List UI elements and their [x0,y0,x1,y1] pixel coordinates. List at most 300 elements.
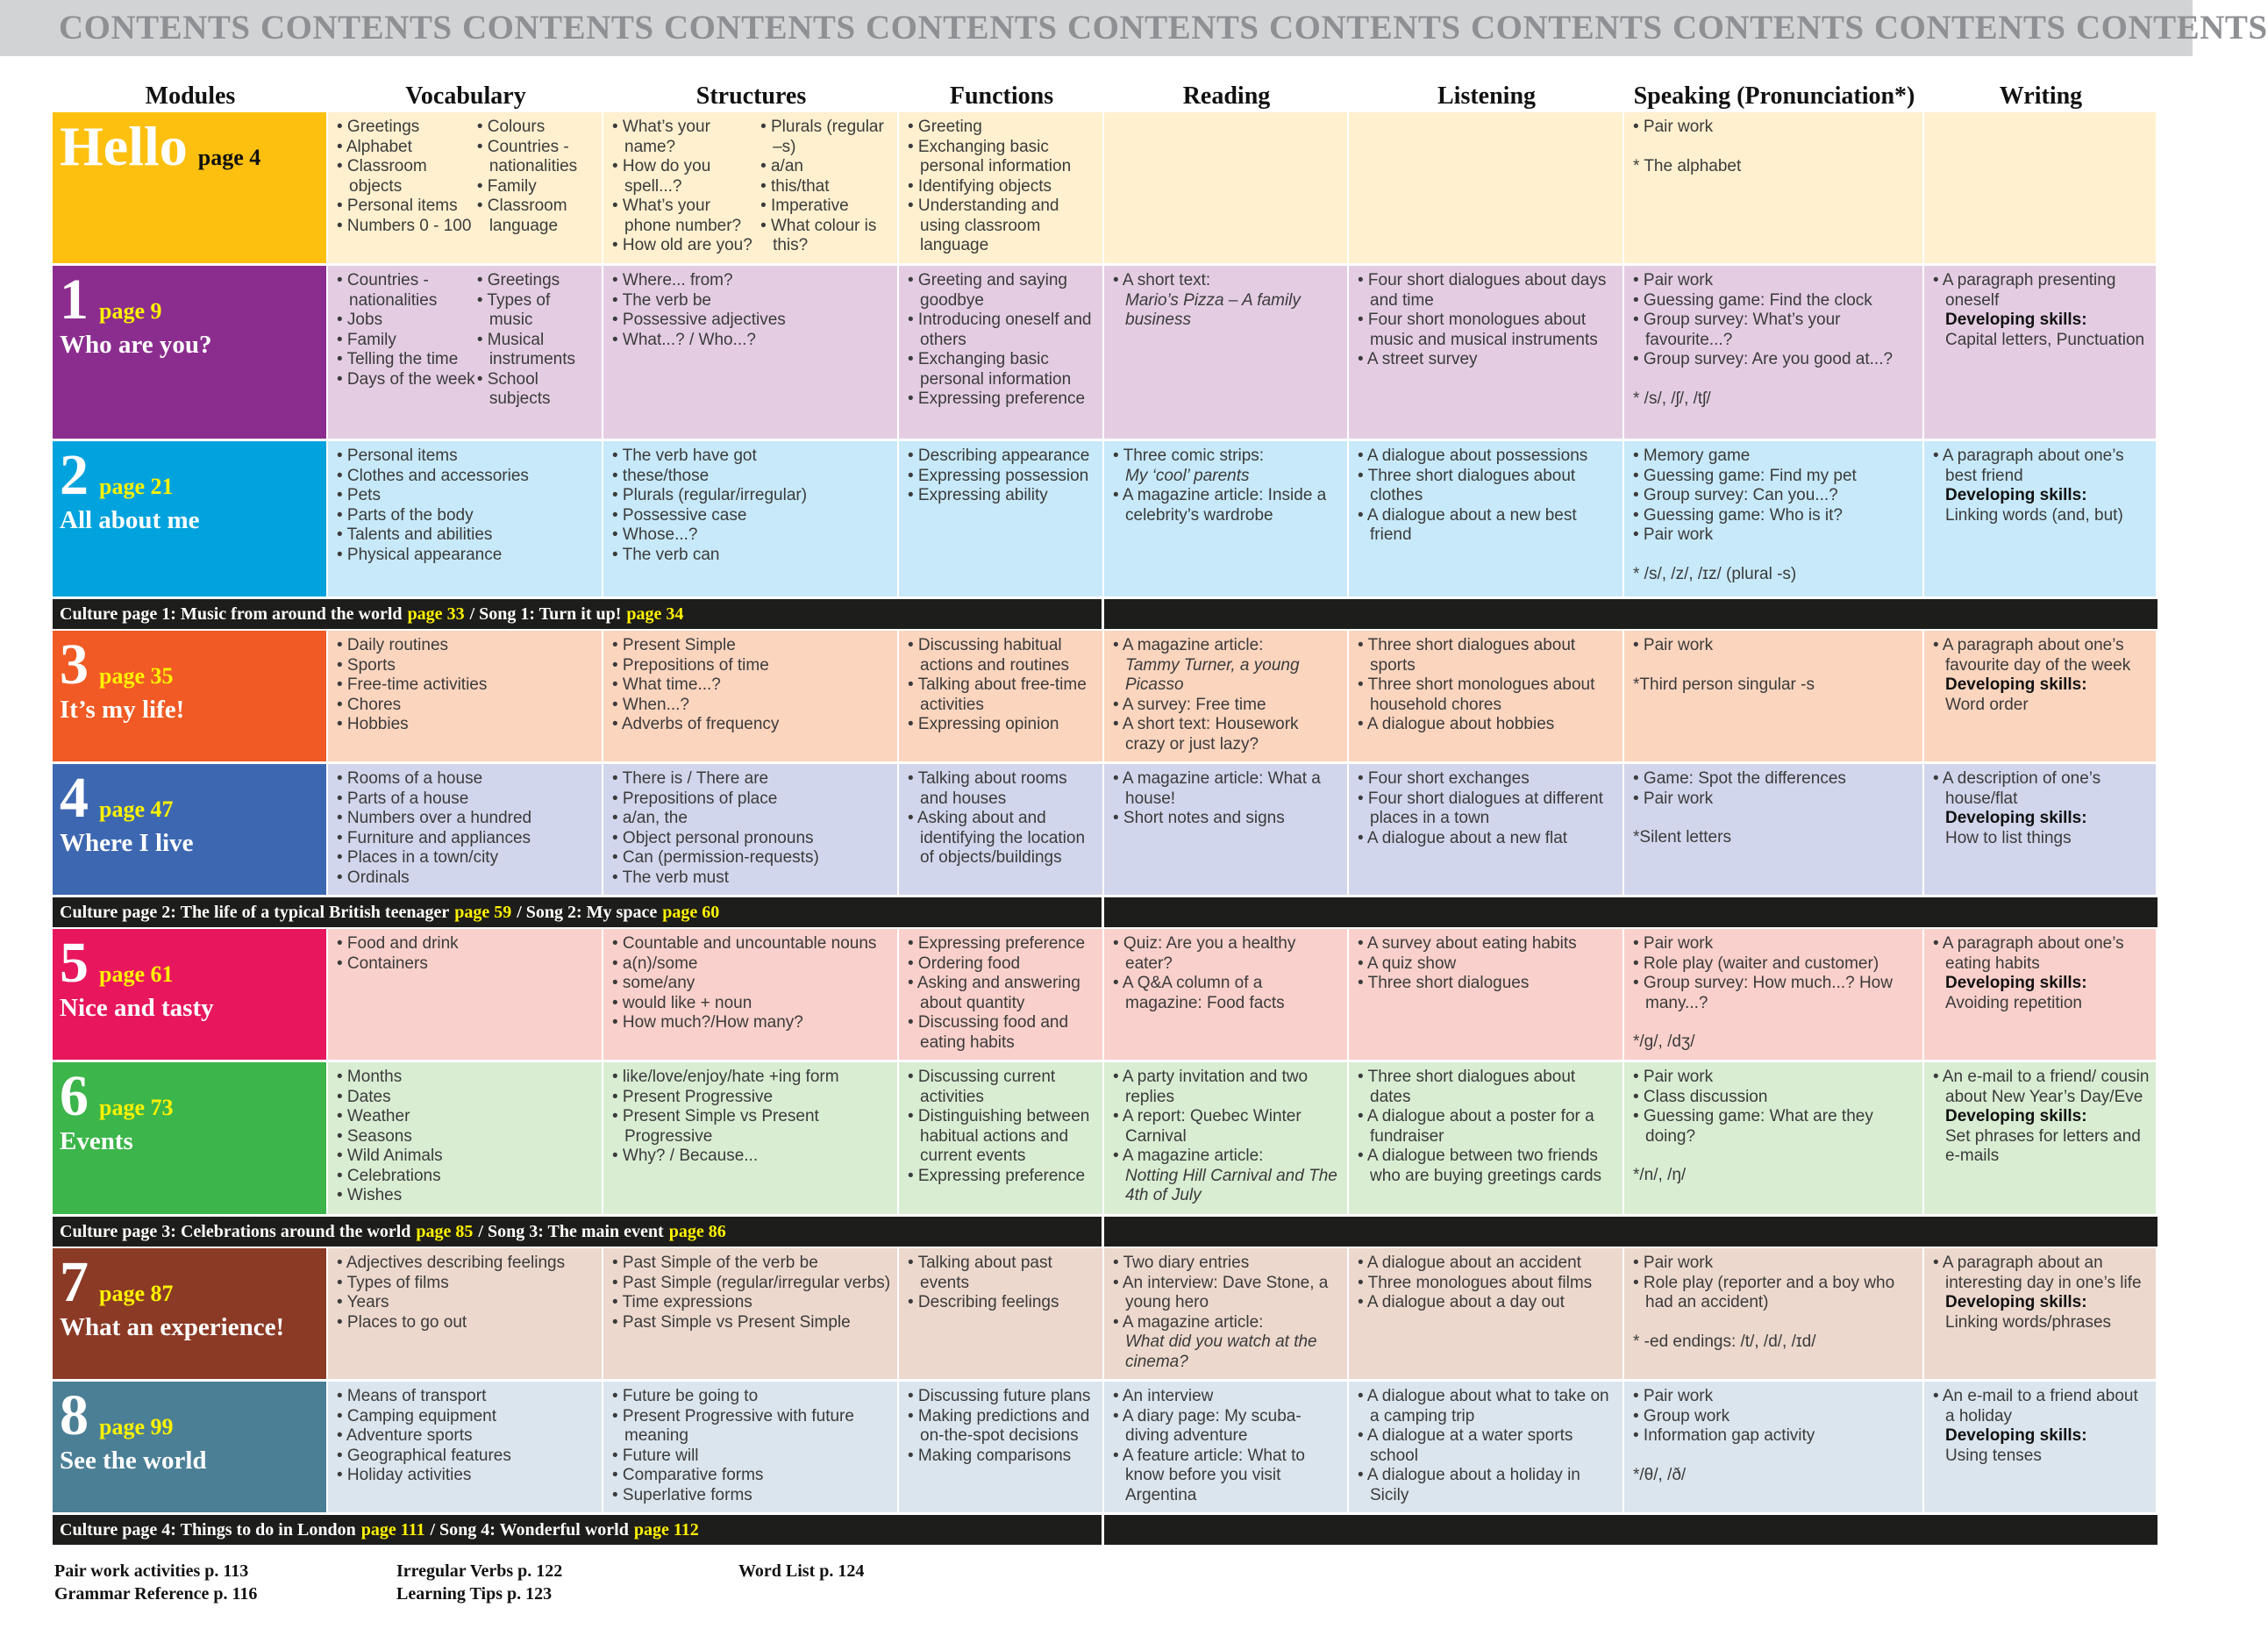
listening-item: • A dialogue about a new best friend [1358,505,1577,544]
structures-item: • Present Simple [612,636,736,654]
pronunciation-item: */θ/, /ð/ [1633,1465,1687,1484]
structures-item: • Present Progressive with future meaning [612,1406,854,1445]
listening-item: • A quiz show [1358,954,1457,973]
culture-band-right [1104,897,2157,929]
speaking-item: • Pair work [1633,118,1714,136]
developing-skills-label: Developing skills: [1945,311,2087,329]
culture-page-title: Culture page 3: Celebrations around the world [60,1221,411,1241]
culture-page-number: page 59 [454,902,512,922]
banner-word: CONTENTS [462,9,654,46]
speaking-item: • Group survey: What’s your favourite...? [1633,311,1841,349]
structures-item: • would like + noun [612,993,752,1012]
structures-item: • Past Simple (regular/irregular verbs) [612,1273,891,1292]
functions-cell [899,266,1104,441]
structures-item: • these/those [612,466,710,485]
pronunciation-item: * /s/, /z/, /ɪz/ (plural -s) [1633,564,1797,583]
song-page-number: page 60 [662,902,720,922]
functions-item: • Describing feelings [908,1293,1059,1311]
listening-cell [1349,1062,1624,1217]
listening-item: • A dialogue about an accident [1358,1254,1581,1272]
reading-item: • A party invitation and two replies [1113,1068,1309,1106]
column-header: Structures [695,82,807,111]
module-1 [53,266,328,441]
functions-item: • Describing appearance [908,447,1090,465]
developing-skills-text: Linking words/phrases [1945,1312,2112,1332]
speaking-item: • Game: Spot the differences [1633,769,1846,788]
vocabulary-item: • Sports [337,655,396,675]
banner-word: CONTENTS [664,9,856,46]
culture-page-number: page 111 [360,1519,425,1540]
speaking-cell [1624,631,1924,764]
structures-item: • Whose...? [612,525,698,544]
structures-item: • Imperative [760,196,849,215]
structures-cell [603,1248,899,1382]
structures-item: • The verb have got [612,447,757,465]
vocabulary-column [337,769,596,888]
vocabulary-item: • Food and drink [337,934,459,953]
vocabulary-item: • Countries - nationalities [476,137,578,175]
module-page: page 35 [99,663,174,689]
reading-cell [1104,764,1349,897]
module-5 [53,929,328,1062]
structures-column [760,118,892,256]
functions-item: • Understanding and using classroom language [908,196,1059,254]
vocabulary-item: • Daily routines [337,636,449,654]
listening-cell [1349,1382,1624,1515]
speaking-cell [1624,1382,1924,1515]
culture-page-number: page 85 [416,1221,474,1241]
vocabulary-item: • Greetings [476,271,560,289]
listening-cell [1349,112,1624,266]
structures-cell [603,266,899,441]
listening-item: • A street survey [1358,350,1478,368]
speaking-item: • Information gap activity [1633,1426,1815,1445]
vocabulary-item: • Talents and abilities [337,525,493,544]
structures-item: • Prepositions of place [612,789,778,808]
vocabulary-item: • Telling the time [337,350,459,368]
structures-item: • a(n)/some [612,954,698,973]
banner-word: CONTENTS [1067,9,1259,46]
module-number: 5 [60,931,89,995]
speaking-cell [1624,266,1924,441]
vocabulary-item: • Hobbies [337,715,409,733]
module-page: page 61 [99,961,174,987]
column-header: Listening [1437,82,1537,111]
module-title: It’s my life! [60,696,185,724]
footer-col-3 [738,1560,864,1582]
structures-column [612,1387,892,1505]
reading-item: • A magazine article: [1113,1147,1264,1165]
structures-cell [603,631,899,764]
structures-item: • Present Simple vs Present Progressive [612,1107,819,1146]
developing-skills-label: Developing skills: [1945,809,2087,827]
reading-cell [1104,266,1349,441]
structures-item: • Where... from? [612,271,733,289]
reading-item: • A short text: Housework crazy or just lazy? [1113,715,1299,754]
reading-item: • A magazine article: Inside a celebrity’s wardrobe [1113,486,1327,525]
structures-column [612,636,892,735]
module-number: Hello [60,115,188,177]
developing-skills-text: Set phrases for letters and e-mails [1945,1126,2141,1165]
structures-item: • How old are you? [612,236,752,254]
structures-cell [603,929,899,1062]
functions-item: • Discussing future plans [908,1387,1091,1405]
vocabulary-item: • Jobs [337,311,383,329]
structures-cell [603,1062,899,1217]
functions-item: • Greeting [908,118,982,136]
column-header: Reading [1182,82,1271,111]
vocabulary-item: • Ordinals [337,868,410,887]
vocabulary-item: • Weather [337,1107,410,1125]
module-title: Events [60,1127,133,1155]
culture-band-right [1104,1515,2157,1547]
speaking-item: • Group work [1633,1406,1730,1425]
vocabulary-item: • Adjectives describing feelings [337,1254,566,1272]
footer-item: Learning Tips p. 123 [396,1584,553,1604]
vocabulary-item: • Classroom objects [337,157,427,196]
structures-column [612,1068,892,1167]
functions-item: • Discussing food and eating habits [908,1013,1069,1052]
module-title: See the world [60,1447,207,1475]
module-page: page 47 [99,797,174,822]
structures-column [612,118,760,256]
vocabulary-cell [328,1382,603,1515]
vocabulary-item: • Places to go out [337,1312,467,1332]
listening-item: • Three short monologues about household chores [1358,675,1595,714]
banner-word: CONTENTS [1874,9,2066,46]
vocabulary-item: • Greetings [337,118,420,136]
speaking-item: • Pair work [1633,271,1714,289]
speaking-cell [1624,764,1924,897]
reading-item: • Three comic strips: [1113,447,1265,465]
structures-item: • Future be going to [612,1387,759,1405]
pronunciation-item: * /s/, /ʃ/, /tʃ/ [1633,389,1711,408]
functions-cell [899,929,1104,1062]
vocabulary-cell [328,266,603,441]
vocabulary-item: • Clothes and accessories [337,466,529,485]
speaking-item: • Pair work [1633,1254,1714,1272]
vocabulary-item: • Pets [337,486,381,504]
speaking-cell [1624,112,1924,266]
structures-item: • Superlative forms [612,1485,752,1504]
writing-item: • A paragraph about an interesting day in one’s life [1933,1254,2142,1292]
functions-cell [899,441,1104,599]
reading-cell [1104,631,1349,764]
listening-item: • Four short monologues about music and musical instruments [1358,311,1598,349]
pronunciation-item: * -ed endings: /t/, /d/, /ɪd/ [1633,1332,1816,1351]
developing-skills-label: Developing skills: [1945,1426,2087,1445]
functions-item: • Exchanging basic personal information [908,350,1072,389]
vocabulary-cell [328,112,603,266]
structures-column [612,447,892,565]
module-number: 7 [60,1250,89,1314]
speaking-item: • Memory game [1633,447,1751,465]
banner-word: CONTENTS [1269,9,1461,46]
listening-item: • A dialogue about a new flat [1358,828,1568,847]
vocabulary-cell [328,631,603,764]
speaking-item: • Guessing game: Find my pet [1633,466,1857,485]
functions-item: • Expressing preference [908,934,1086,953]
speaking-item: • Pair work [1633,636,1714,654]
module-title: Where I live [60,829,194,857]
listening-cell [1349,764,1624,897]
pronunciation-item: */n/, /ŋ/ [1633,1166,1687,1184]
module-title: Who are you? [60,331,212,359]
culture-band-right [1104,1217,2157,1248]
column-header: Vocabulary [405,82,526,111]
module-7 [53,1248,328,1382]
speaking-item: • Pair work [1633,525,1714,544]
speaking-cell [1624,1062,1924,1217]
culture-page-title: Culture page 1: Music from around the world [60,604,403,624]
vocabulary-item: • Places in a town/city [337,848,499,867]
pronunciation-item: */g/, /dʒ/ [1633,1032,1695,1051]
functions-item: • Expressing preference [908,1166,1086,1185]
banner-word: CONTENTS [1471,9,1663,46]
vocabulary-cell [328,929,603,1062]
structures-item: • How much?/How many? [612,1013,803,1032]
module-page: page 4 [197,145,261,170]
structures-item: • a/an, the [612,809,688,827]
reading-cell [1104,441,1349,599]
functions-item: • Introducing oneself and others [908,311,1092,349]
vocabulary-column [477,271,596,410]
speaking-item: • Role play (waiter and customer) [1633,954,1879,973]
vocabulary-item: • Adventure sports [337,1426,473,1445]
functions-item: • Greeting and saying goodbye [908,271,1067,310]
listening-item: • A dialogue about possessions [1358,447,1588,465]
reading-item: My ‘cool’ parents [1125,466,1250,485]
structures-item: • Possessive adjectives [612,311,786,329]
vocabulary-column [337,934,596,974]
reading-cell [1104,1382,1349,1515]
vocabulary-item: • Camping equipment [337,1406,496,1425]
footer-item: Irregular Verbs p. 122 [396,1561,563,1581]
vocabulary-item: • Wishes [337,1186,403,1204]
writing-item: • A paragraph about one’s favourite day of the week [1933,636,2131,675]
vocabulary-item: • Types of music [476,290,551,329]
functions-item: • Expressing preference [908,389,1086,408]
functions-cell [899,112,1104,266]
pronunciation-item: *Third person singular -s [1633,675,1815,694]
module-number: 6 [60,1064,89,1128]
module-4 [53,764,328,897]
structures-item: • a/an [760,157,803,175]
structures-item: • How do you spell...? [612,157,711,196]
functions-item: • Distinguishing between habitual actions and current events [908,1107,1090,1165]
developing-skills-text: Avoiding repetition [1945,993,2082,1012]
column-header: Modules [145,82,236,111]
reading-item: • A feature article: What to know before you visit Argentina [1113,1446,1305,1504]
functions-item: • Talking about rooms and houses [908,769,1067,808]
vocabulary-item: • Types of films [337,1273,449,1292]
vocabulary-item: • Countries - nationalities [337,271,438,310]
vocabulary-item: • Years [337,1293,389,1311]
vocabulary-cell [328,1248,603,1382]
speaking-item: • Pair work [1633,934,1714,953]
writing-item: • A paragraph presenting oneself [1933,271,2116,310]
vocabulary-item: • Numbers over a hundred [337,809,532,827]
listening-cell [1349,1248,1624,1382]
listening-cell [1349,631,1624,764]
footer-item: Word List p. 124 [738,1561,865,1581]
writing-item: • An e-mail to a friend about a holiday [1933,1387,2138,1425]
writing-cell [1924,764,2157,897]
structures-item: • Why? / Because... [612,1147,759,1165]
vocabulary-item: • Geographical features [337,1446,511,1465]
listening-item: • Four short dialogues about days and time [1358,271,1607,310]
song-title: / Song 2: My space [517,902,658,922]
developing-skills-label: Developing skills: [1945,1107,2087,1125]
structures-item: • What...? / Who...? [612,330,756,349]
speaking-item: • Pair work [1633,789,1714,808]
reading-cell [1104,1248,1349,1382]
functions-item: • Expressing possession [908,466,1089,485]
reading-cell [1104,929,1349,1062]
listening-item: • Four short exchanges [1358,769,1530,788]
culture-band [53,1217,1104,1248]
reading-item: • A Q&A column of a magazine: Food facts [1113,974,1285,1012]
listening-cell [1349,441,1624,599]
module-hello [53,112,328,266]
structures-item: • Past Simple vs Present Simple [612,1312,851,1332]
module-number: 8 [60,1383,89,1447]
functions-item: • Discussing current activities [908,1068,1056,1106]
vocabulary-item: • Celebrations [337,1166,441,1185]
structures-item: • The verb be [612,290,711,310]
reading-item: • A magazine article: [1113,636,1264,654]
structures-item: • Present Progressive [612,1087,774,1106]
structures-item: • What colour is this? [760,216,877,254]
vocabulary-column [477,118,596,236]
vocabulary-item: • Family [476,176,537,196]
module-title: Nice and tasty [60,994,214,1022]
listening-item: • A dialogue about a day out [1358,1293,1565,1311]
reading-cell [1104,1062,1349,1217]
footer-col-1 [54,1560,257,1605]
structures-item: • Possessive case [612,505,747,525]
vocabulary-item: • Rooms of a house [337,769,483,788]
module-number: 2 [60,443,89,507]
song-page-number: page 112 [633,1519,699,1540]
reading-item: • An interview [1113,1387,1214,1405]
vocabulary-item: • Chores [337,695,402,714]
reading-item: Notting Hill Carnival and The 4th of July [1125,1166,1337,1204]
footer-item: Pair work activities p. 113 [54,1561,249,1581]
culture-page-number: page 33 [407,604,465,624]
writing-cell [1924,1382,2157,1515]
structures-item: • Adverbs of frequency [612,715,780,733]
functions-cell [899,631,1104,764]
structures-item: • The verb must [612,868,730,887]
developing-skills-label: Developing skills: [1945,486,2087,504]
module-page: page 99 [99,1414,174,1440]
module-page: page 73 [99,1095,174,1120]
vocabulary-item: • Months [337,1068,403,1086]
structures-item: • Plurals (regular/irregular) [612,486,808,504]
structures-item: • Countable and uncountable nouns [612,934,877,953]
culture-page-title: Culture page 2: The life of a typical British teenager [60,902,450,922]
speaking-item: • Guessing game: Find the clock [1633,290,1872,310]
vocabulary-item: • Containers [337,954,428,973]
pronunciation-item: *Silent letters [1633,828,1731,847]
module-2 [53,441,328,599]
module-6 [53,1062,328,1217]
structures-item: • What’s your name? [612,118,710,156]
vocabulary-cell [328,764,603,897]
module-page: page 9 [99,298,162,324]
speaking-item: • Role play (reporter and a boy who had an accident) [1633,1273,1895,1311]
module-3 [53,631,328,764]
reading-item: • Two diary entries [1113,1254,1250,1272]
functions-cell [899,1248,1104,1382]
banner-word: CONTENTS [59,9,251,46]
module-title: What an experience! [60,1313,285,1341]
vocabulary-item: • Furniture and appliances [337,828,531,847]
module-title: All about me [60,506,200,534]
listening-item: • Three monologues about films [1358,1273,1593,1292]
writing-cell [1924,266,2157,441]
structures-item: • Comparative forms [612,1466,764,1484]
listening-item: • A dialogue about a poster for a fundraiser [1358,1107,1594,1146]
developing-skills-text: Word order [1945,695,2029,714]
vocabulary-item: • Classroom language [476,196,567,235]
reading-item: • A magazine article: What a house! [1113,769,1321,808]
listening-item: • A dialogue between two friends who are buying greetings cards [1358,1147,1602,1185]
functions-item: • Talking about past events [908,1254,1052,1292]
vocabulary-item: • Parts of a house [337,789,469,808]
developing-skills-label: Developing skills: [1945,1293,2087,1311]
module-8 [53,1382,328,1515]
vocabulary-item: • Means of transport [337,1387,487,1405]
vocabulary-item: • Colours [476,118,546,136]
structures-item: • What time...? [612,675,721,694]
reading-item: • A report: Quebec Winter Carnival [1113,1107,1302,1146]
writing-cell [1924,441,2157,599]
listening-item: • Three short dialogues about sports [1358,636,1576,675]
writing-item: • An e-mail to a friend/ cousin about New Year’s Day/Eve [1933,1068,2150,1106]
structures-item: • Object personal pronouns [612,828,814,847]
reading-item: • A magazine article: [1113,1312,1264,1332]
reading-item: • An interview: Dave Stone, a young hero [1113,1273,1329,1311]
listening-item: • Three short dialogues about dates [1358,1068,1576,1106]
module-number: 1 [60,268,89,332]
listening-item: • Three short dialogues about clothes [1358,466,1576,504]
module-page: page 21 [99,474,174,499]
listening-item: • A survey about eating habits [1358,934,1577,953]
listening-item: • A dialogue at a water sports school [1358,1426,1573,1465]
structures-item: • like/love/enjoy/hate +ing form [612,1068,839,1086]
writing-cell [1924,1062,2157,1217]
functions-item: • Identifying objects [908,176,1052,196]
vocabulary-item: • Parts of the body [337,505,474,525]
module-number: 3 [60,632,89,697]
vocabulary-column [337,636,596,735]
speaking-item: • Pair work [1633,1068,1714,1086]
structures-column [612,934,892,1033]
reading-item: What did you watch at the cinema? [1125,1332,1317,1371]
structures-item: • Future will [612,1446,699,1465]
vocabulary-item: • Wild Animals [337,1147,443,1165]
speaking-item: • Class discussion [1633,1087,1768,1106]
culture-band [53,599,1104,631]
speaking-cell [1624,1248,1924,1382]
speaking-item: • Group survey: Can you...? [1633,486,1838,504]
structures-column [612,271,892,350]
functions-item: • Asking and answering about quantity [908,974,1081,1012]
functions-item: • Exchanging basic personal information [908,137,1072,175]
reading-item: • A short text: [1113,271,1211,289]
